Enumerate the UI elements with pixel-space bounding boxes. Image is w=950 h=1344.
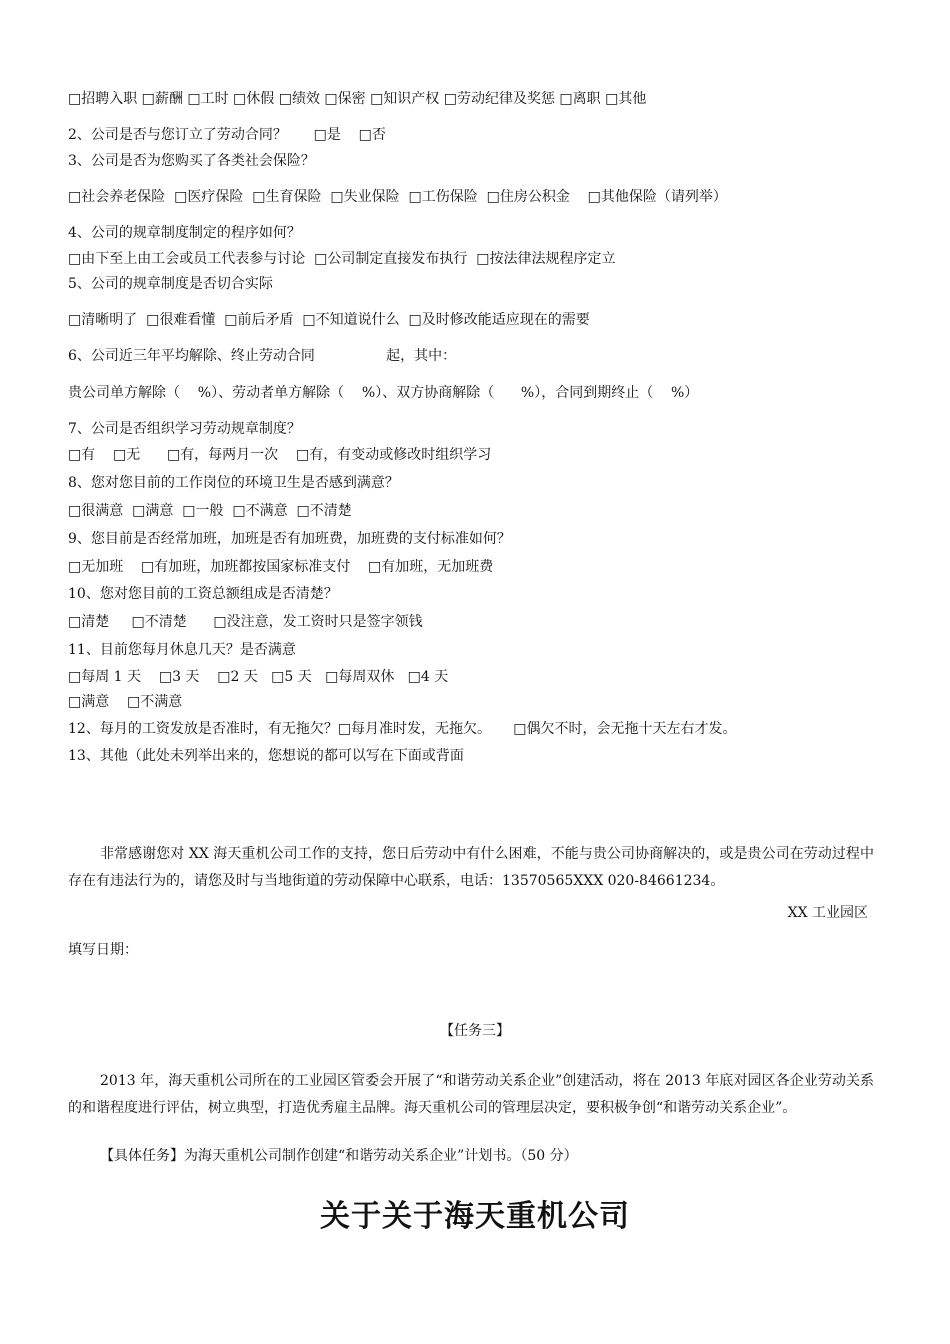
task-background: 2013 年，海天重机公司所在的工业园区管委会开展了“和谐劳动关系企业”创建活动，将在 2013 年底对园区各企业劳动关系的和谐程度进行评估，树立典型，打造优秀雇主品牌。海天重机公司的管理层决定，要积极争创“和谐劳动关系企业”。 [68,1073,874,1116]
document-title: 关于关于海天重机公司 [320,1199,630,1234]
question-3: 3、公司是否为您购买了各类社会保险？ [68,153,315,169]
q3-options: □社会养老保险 □医疗保险 □生育保险 □失业保险 □工伤保险 □住房公积金 □其他保险（请列举） [68,189,727,205]
thanks-paragraph: 非常感谢您对 XX 海天重机公司工作的支持，您日后劳动中有什么困难，不能与贵公司协商解决的，或是贵公司在劳动过程中存在有违法行为的，请您及时与当地街道的劳动保障中心联系，电话：13570565XXX 020-84661234。 [68,846,874,889]
task-heading: 【任务三】 [440,1023,510,1039]
q7-options: □有 □无 □有，每两月一次 □有，有变动或修改时组织学习 [68,447,492,463]
question-5: 5、公司的规章制度是否切合实际 [68,276,273,292]
q5-options: □清晰明了 □很难看懂 □前后矛盾 □不知道说什么 □及时修改能适应现在的需要 [68,312,590,328]
question-4: 4、公司的规章制度制定的程序如何？ [68,225,301,241]
q4-options: □由下至上由工会或员工代表参与讨论 □公司制定直接发布执行 □按法律法规程序定立 [68,251,616,267]
question-2: 2、公司是否与您订立了劳动合同？ □是 □否 [68,127,386,143]
question-9: 9、您目前是否经常加班，加班是否有加班费，加班费的支付标准如何？ [68,531,511,547]
task-specific: 【具体任务】为海天重机公司制作创建“和谐劳动关系企业”计划书。（50 分） [100,1148,578,1164]
q6-detail: 贵公司单方解除（ %）、劳动者单方解除（ %）、双方协商解除（ %），合同到期终止（ %） [68,385,699,401]
question-6: 6、公司近三年平均解除、终止劳动合同 起，其中： [68,348,457,364]
q11-options: □每周 1 天 □3 天 □2 天 □5 天 □每周双休 □4 天 [68,669,449,685]
question-8: 8、您对您目前的工作岗位的环境卫生是否感到满意？ [68,475,399,491]
signature: XX 工业园区 [787,905,868,921]
fill-date-label: 填写日期： [68,942,138,958]
q11-satisfaction: □满意 □不满意 [68,694,183,710]
question-11: 11、目前您每月休息几天？是否满意 [68,642,296,658]
q9-options: □无加班 □有加班，加班都按国家标准支付 □有加班，无加班费 [68,559,494,575]
question-7: 7、公司是否组织学习劳动规章制度？ [68,421,301,437]
question-10: 10、您对您目前的工资总额组成是否清楚？ [68,586,338,602]
question-13: 13、其他（此处未列举出来的，您想说的都可以写在下面或背面 [68,748,464,764]
question-12: 12、每月的工资发放是否准时，有无拖欠？□每月准时发，无拖欠。 □偶欠不时，会无拖十天左右才发。 [68,721,737,737]
q1-options: □招聘入职 □薪酬 □工时 □休假 □绩效 □保密 □知识产权 □劳动纪律及奖惩 □离职 □其他 [68,91,647,107]
q10-options: □清楚 □不清楚 □没注意，发工资时只是签字领钱 [68,614,423,630]
q8-options: □很满意 □满意 □一般 □不满意 □不清楚 [68,503,352,519]
